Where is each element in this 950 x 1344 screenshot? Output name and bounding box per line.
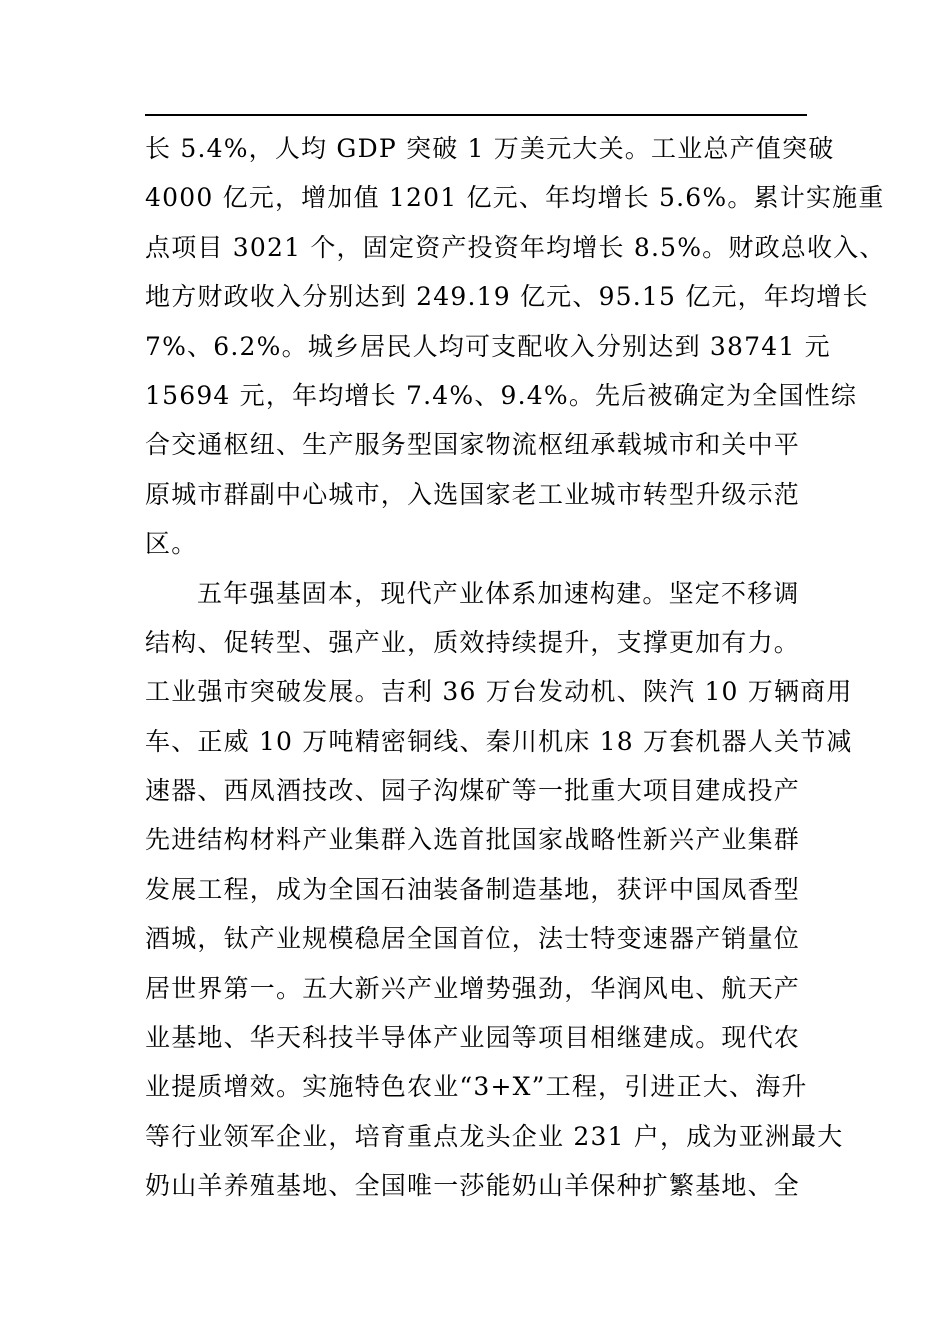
text-line: 居世界第一。五大新兴产业增势强劲，华润风电、航天产: [145, 973, 801, 1003]
text-line: 15694 元，年均增长 7.4%、9.4%。先后被确定为全国性综: [145, 380, 858, 410]
text-line: 地方财政收入分别达到 249.19 亿元、95.15 亿元，年均增长: [145, 282, 869, 312]
text-line: 合交通枢纽、生产服务型国家物流枢纽承载城市和关中平: [145, 430, 801, 460]
text-line: 业基地、华天科技半导体产业园等项目相继建成。现代农: [145, 1023, 801, 1053]
text-line: 等行业领军企业，培育重点龙头企业 231 户，成为亚洲最大: [145, 1121, 844, 1151]
text-line: 酒城，钛产业规模稳居全国首位，法士特变速器产销量位: [145, 924, 801, 954]
document-body: [145, 124, 886, 1211]
text-line: 7%、6.2%。城乡居民人均可支配收入分别达到 38741 元: [145, 331, 831, 361]
text-line: 4000 亿元，增加值 1201 亿元、年均增长 5.6%。累计实施重: [145, 183, 885, 213]
text-line: 点项目 3021 个，固定资产投资年均增长 8.5%。财政总收入、: [145, 232, 886, 262]
text-line: 长 5.4%，人均 GDP 突破 1 万美元大关。工业总产值突破: [145, 134, 835, 163]
header-rule: [145, 114, 807, 116]
paragraph-first-line: 五年强基固本，现代产业体系加速构建。坚定不移调: [197, 578, 800, 608]
text-line: 区。: [145, 529, 198, 559]
text-line: 业提质增效。实施特色农业“3+X”工程，引进正大、海升: [145, 1072, 808, 1102]
text-line: 发展工程，成为全国石油装备制造基地，获评中国凤香型: [145, 874, 801, 904]
text-line: 先进结构材料产业集群入选首批国家战略性新兴产业集群: [145, 825, 801, 855]
text-line: 原城市群副中心城市，入选国家老工业城市转型升级示范: [145, 479, 801, 509]
text-line: 速器、西凤酒技改、园子沟煤矿等一批重大项目建成投产: [145, 776, 801, 806]
text-line: 结构、促转型、强产业，质效持续提升，支撑更加有力。: [145, 627, 801, 657]
text-line: 车、正威 10 万吨精密铜线、秦川机床 18 万套机器人关节减: [145, 726, 853, 756]
text-line: 奶山羊养殖基地、全国唯一莎能奶山羊保种扩繁基地、全: [145, 1171, 801, 1201]
text-line: 工业强市突破发展。吉利 36 万台发动机、陕汽 10 万辆商用: [145, 677, 853, 707]
